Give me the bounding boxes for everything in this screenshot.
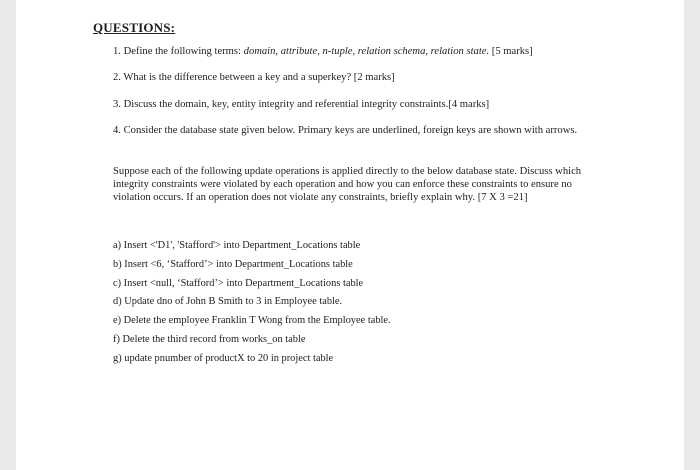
sub-question-d: d) Update dno of John B Smith to 3 in Employee table. [113,296,343,307]
sub-question-c: c) Insert <null, ‘Stafford’> into Department_Locations table [113,278,364,289]
question-4-instructions: Suppose each of the following update operations is applied directly to the below database state. Discuss which integrity constraints were violated by each operation and how you can enforce these constraints to ensure no violation occurs. If an operation does not violate any constraints, briefly explain why. [7 X 3 =21] [113,166,582,203]
question-1 [113,45,533,58]
question-2: 2. What is the difference between a key and a superkey? [2 marks] [113,72,395,83]
questions-heading: QUESTIONS: [93,20,176,35]
question-1-marks: [5 marks] [489,46,533,57]
sub-question-b: b) Insert <6, ‘Stafford’> into Department_Locations table [113,259,353,270]
question-3: 3. Discuss the domain, key, entity integrity and referential integrity constraints.[4 marks] [113,99,490,110]
sub-question-g: g) update pnumber of productX to 20 in project table [113,353,334,364]
question-1-prefix: 1. Define the following terms: [113,46,244,57]
sub-question-f: f) Delete the third record from works_on table [113,334,306,345]
sub-question-a: a) Insert <'D1', 'Stafford'> into Department_Locations table [113,240,361,251]
question-4: 4. Consider the database state given below. Primary keys are underlined, foreign keys are shown with arrows. [113,125,578,136]
sub-question-e: e) Delete the employee Franklin T Wong from the Employee table. [113,315,391,326]
question-1-terms: domain, attribute, n-tuple, relation schema, relation state. [243,46,490,57]
